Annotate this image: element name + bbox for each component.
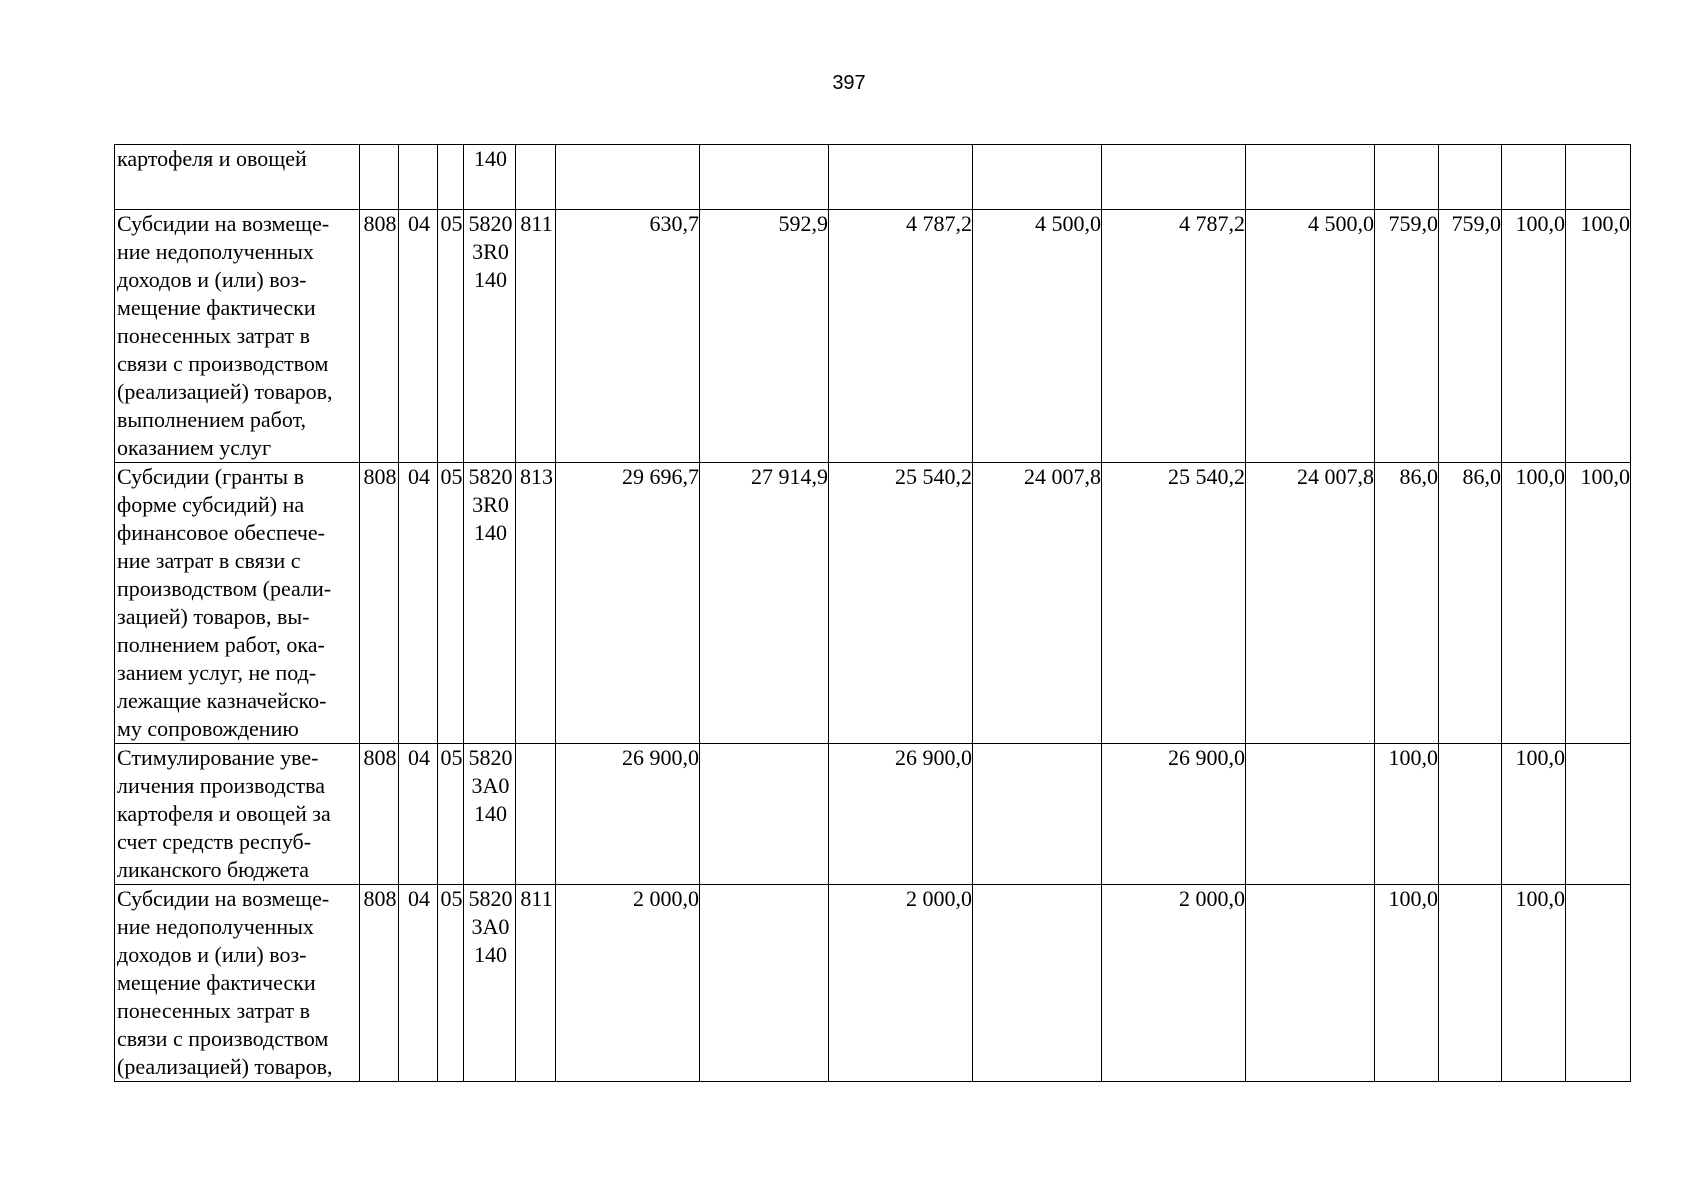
cell-ministry-code — [360, 145, 399, 210]
cell-value: 4 500,0 — [1246, 210, 1375, 463]
cell-value: 100,0 — [1566, 210, 1631, 463]
cell-value — [1439, 744, 1502, 885]
row-name: картофеля и овощей — [115, 145, 360, 210]
cell-target-code: 5820 3R0 140 — [464, 463, 516, 744]
cell-section-code: 04 — [399, 744, 438, 885]
cell-value — [1246, 885, 1375, 1082]
cell-target-code: 5820 3А0 140 — [464, 885, 516, 1082]
cell-value: 2 000,0 — [1102, 885, 1246, 1082]
cell-value — [1566, 885, 1631, 1082]
cell-value — [1566, 744, 1631, 885]
cell-value: 2 000,0 — [556, 885, 700, 1082]
cell-value — [1439, 885, 1502, 1082]
cell-value: 86,0 — [1375, 463, 1439, 744]
cell-expense-type — [516, 145, 556, 210]
cell-expense-type — [516, 744, 556, 885]
cell-section-code: 04 — [399, 885, 438, 1082]
cell-value — [973, 885, 1102, 1082]
row-name: Субсидии на возмеще- ние недополученных доходов и (или) воз- мещение фактически понесенных затрат в связи с производством (реализацией) товаров, выполнением работ, оказанием услуг — [115, 210, 360, 463]
row-name: Субсидии на возмеще- ние недополученных доходов и (или) воз- мещение фактически понесенных затрат в связи с производством (реализацией) товаров, — [115, 885, 360, 1082]
cell-expense-type: 813 — [516, 463, 556, 744]
cell-value — [700, 744, 829, 885]
cell-value: 100,0 — [1502, 744, 1566, 885]
cell-subsection-code: 05 — [438, 885, 464, 1082]
cell-value: 759,0 — [1439, 210, 1502, 463]
table-row — [115, 145, 1631, 210]
cell-value — [1439, 145, 1502, 210]
cell-value — [1375, 145, 1439, 210]
cell-section-code: 04 — [399, 463, 438, 744]
cell-ministry-code: 808 — [360, 885, 399, 1082]
cell-ministry-code: 808 — [360, 744, 399, 885]
cell-value — [1102, 145, 1246, 210]
cell-value: 100,0 — [1502, 463, 1566, 744]
cell-target-code: 5820 3R0 140 — [464, 210, 516, 463]
cell-expense-type: 811 — [516, 885, 556, 1082]
cell-value: 4 787,2 — [1102, 210, 1246, 463]
cell-ministry-code: 808 — [360, 210, 399, 463]
cell-value: 26 900,0 — [556, 744, 700, 885]
cell-value — [829, 145, 973, 210]
table-row — [115, 885, 1631, 1082]
row-name: Субсидии (гранты в форме субсидий) на финансовое обеспече- ние затрат в связи с производством (реали- зацией) товаров, вы- полнением работ, ока- занием услуг, не под- лежащие казначейско- му сопровождению — [115, 463, 360, 744]
cell-value — [700, 145, 829, 210]
cell-value: 592,9 — [700, 210, 829, 463]
cell-value: 29 696,7 — [556, 463, 700, 744]
cell-value: 100,0 — [1502, 210, 1566, 463]
cell-subsection-code: 05 — [438, 463, 464, 744]
cell-value — [973, 744, 1102, 885]
cell-section-code: 04 — [399, 210, 438, 463]
page-number: 397 — [832, 72, 866, 94]
table-row — [115, 210, 1631, 463]
cell-value: 24 007,8 — [973, 463, 1102, 744]
cell-value: 4 787,2 — [829, 210, 973, 463]
cell-value: 2 000,0 — [829, 885, 973, 1082]
budget-table — [114, 144, 1631, 1082]
cell-value: 27 914,9 — [700, 463, 829, 744]
cell-value: 100,0 — [1375, 744, 1439, 885]
cell-value — [1246, 744, 1375, 885]
cell-value: 26 900,0 — [1102, 744, 1246, 885]
cell-subsection-code: 05 — [438, 210, 464, 463]
cell-value: 26 900,0 — [829, 744, 973, 885]
cell-value: 100,0 — [1375, 885, 1439, 1082]
cell-value: 100,0 — [1566, 463, 1631, 744]
cell-value: 100,0 — [1502, 885, 1566, 1082]
cell-value — [1246, 145, 1375, 210]
row-name: Стимулирование уве- личения производства картофеля и овощей за счет средств респуб- ликанского бюджета — [115, 744, 360, 885]
table-row — [115, 744, 1631, 885]
cell-section-code — [399, 145, 438, 210]
cell-target-code: 5820 3А0 140 — [464, 744, 516, 885]
cell-value — [1502, 145, 1566, 210]
cell-value — [700, 885, 829, 1082]
table-row — [115, 463, 1631, 744]
cell-value — [1566, 145, 1631, 210]
cell-value — [556, 145, 700, 210]
cell-value: 759,0 — [1375, 210, 1439, 463]
cell-subsection-code — [438, 145, 464, 210]
cell-value: 630,7 — [556, 210, 700, 463]
cell-value: 24 007,8 — [1246, 463, 1375, 744]
cell-target-code: 140 — [464, 145, 516, 210]
cell-value: 86,0 — [1439, 463, 1502, 744]
cell-value: 25 540,2 — [1102, 463, 1246, 744]
cell-value — [973, 145, 1102, 210]
cell-subsection-code: 05 — [438, 744, 464, 885]
cell-value: 25 540,2 — [829, 463, 973, 744]
cell-expense-type: 811 — [516, 210, 556, 463]
cell-ministry-code: 808 — [360, 463, 399, 744]
cell-value: 4 500,0 — [973, 210, 1102, 463]
